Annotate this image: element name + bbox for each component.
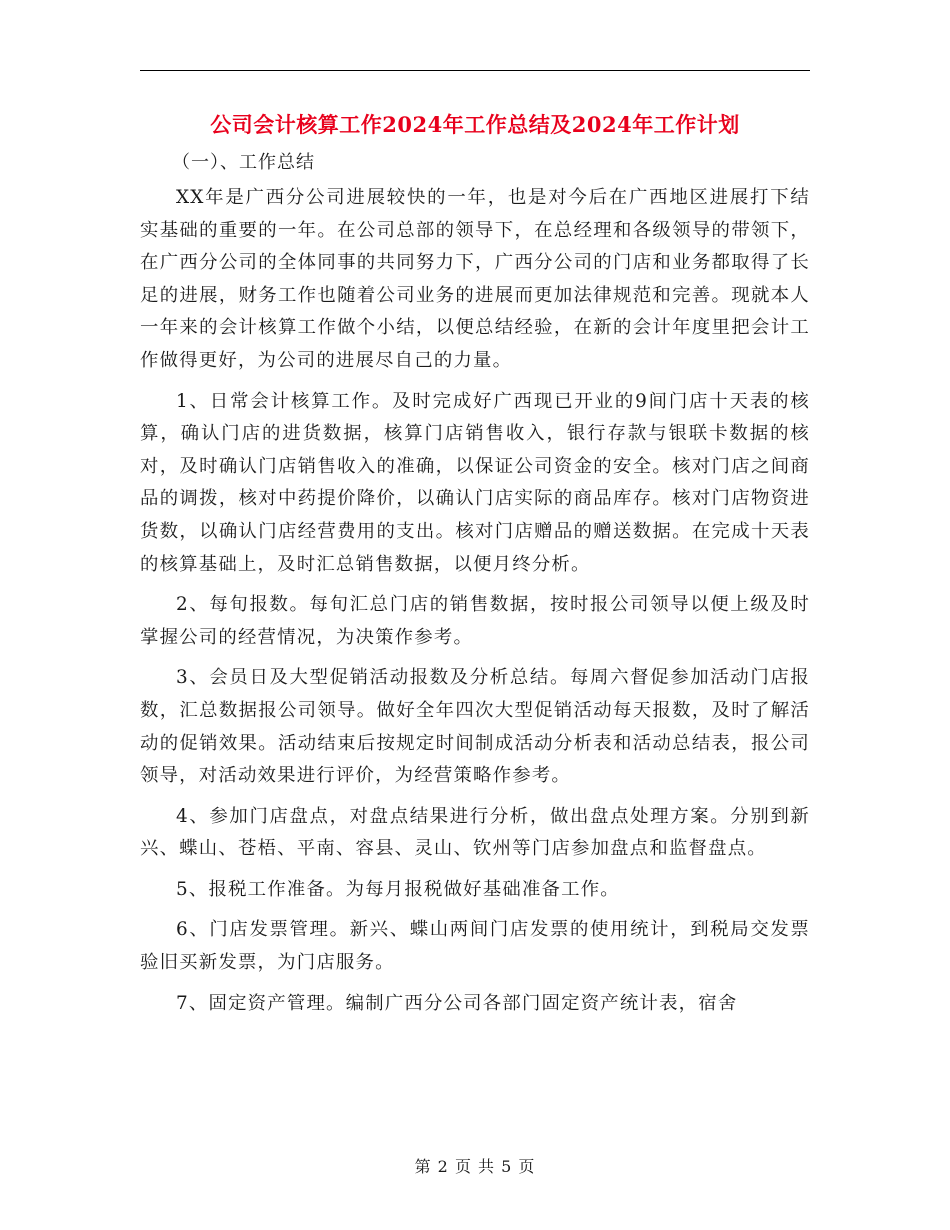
paragraph-item-6: 6、门店发票管理。新兴、蝶山两间门店发票的使用统计，到税局交发票验旧买新发票，为门店服务。 [140, 919, 810, 974]
paragraph-item-5: 5、报税工作准备。为每月报税做好基础准备工作。 [176, 878, 620, 900]
document-title: 公司会计核算工作2024年工作总结及2024年工作计划 [210, 112, 740, 137]
paragraph-item-1: 1、日常会计核算工作。及时完成好广西现已开业的9间门店十天表的核算，确认门店的进货数据，核算门店销售收入，银行存款与银联卡数据的核对，及时确认门店销售收入的准确，以保证公司资金的安全。核对门店之间商品的调拨，核对中药提价降价，以确认门店实际的商品库存。核对门店物资进货数，以确认门店经营费用的支出。核对门店赠品的赠送数据。在完成十天表的核算基础上，及时汇总销售数据，以便月终分析。 [140, 390, 810, 575]
paragraph-intro: XX年是广西分公司进展较快的一年，也是对今后在广西地区进展打下结实基础的重要的一年。在公司总部的领导下，在总经理和各级领导的带领下，在广西分公司的全体同事的共同努力下，广西分公司的门店和业务都取得了长足的进展，财务工作也随着公司业务的进展而更加法律规范和完善。现就本人一年来的会计核算工作做个小结，以便总结经验，在新的会计年度里把会计工作做得更好，为公司的进展尽自己的力量。 [140, 187, 810, 371]
paragraph-item-7: 7、固定资产管理。编制广西分公司各部门固定资产统计表，宿舍 [176, 992, 738, 1014]
paragraph-item-2: 2、每旬报数。每旬汇总门店的销售数据，按时报公司领导以便上级及时掌握公司的经营情况，为决策作参考。 [140, 594, 810, 648]
section-heading: （一）、工作总结 [172, 152, 315, 173]
document-body [140, 146, 810, 1028]
paragraph-item-4: 4、参加门店盘点，对盘点结果进行分析，做出盘点处理方案。分别到新兴、蝶山、苍梧、平南、容县、灵山、钦州等门店参加盘点和监督盘点。 [140, 805, 810, 860]
header-rule [140, 70, 810, 71]
page-number-footer: 第 2 页 共 5 页 [414, 1157, 536, 1176]
paragraph-item-3: 3、会员日及大型促销活动报数及分析总结。每周六督促参加活动门店报数，汇总数据报公司领导。做好全年四次大型促销活动每天报数，及时了解活动的促销效果。活动结束后按规定时间制成活动分析表和活动总结表，报公司领导，对活动效果进行评价，为经营策略作参考。 [140, 667, 810, 787]
